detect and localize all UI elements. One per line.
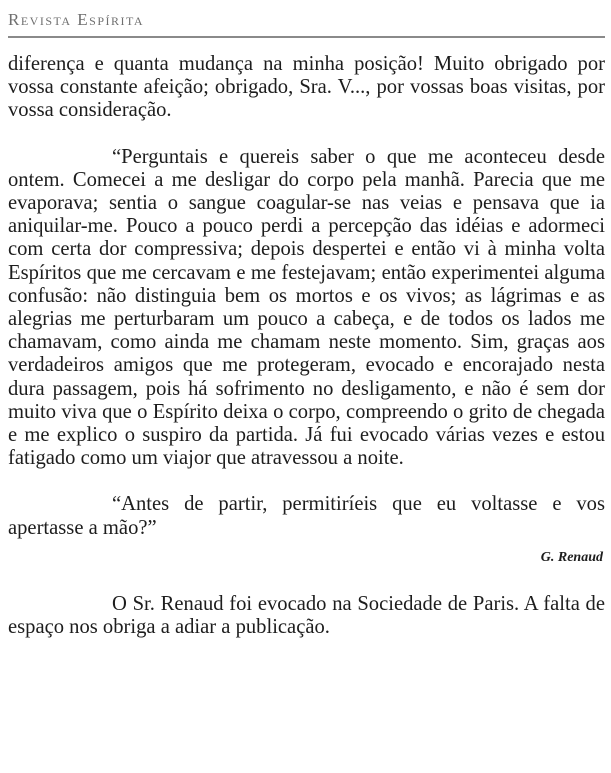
paragraph-continuation: diferença e quanta mudança na minha posição! Muito obrigado por vossa constante afeição; obrigado, Sra. V..., por vossas boas visitas, por vossa consideração. [8,53,605,122]
paragraph-note: O Sr. Renaud foi evocado na Sociedade de Paris. A falta de espaço nos obriga a adiar a publicação. [8,593,605,639]
paragraph-message: “Perguntais e quereis saber o que me aconteceu desde ontem. Comecei a me desligar do corpo pela manhã. Parecia que me evaporava; sentia o sangue coagular-se nas veias e pensava que ia aniquilar-me. Pouco a pouco perdi a percepção das idéias e adormeci com certa dor compressiva; depois despertei e então vi à minha volta Espíritos que me cercavam e me festejavam; então experimentei alguma confusão: não distinguia bem os mortos e os vivos; as lágrimas e as alegrias me perturbaram um pouco a cabeça, e de todos os lados me chamavam, como ainda me chamam neste momento. Sim, graças aos verdadeiros amigos que me protegeram, evocado e encorajado nesta dura passagem, pois há sofrimento no desligamento, e não é sem dor muito viva que o Espírito deixa o corpo, compreendo o grito de chegada e me explico o suspiro da partida. Já fui evocado várias vezes e estou fatigado como um viajor que atravessou a noite. [8,145,605,470]
signature: G. Renaud [540,549,603,565]
paragraph-farewell: “Antes de partir, permitiríeis que eu voltasse e vos apertasse a mão?” [8,493,605,539]
header-rule [8,36,605,38]
page-body [8,53,605,639]
running-header: Revista Espírita [8,10,145,29]
